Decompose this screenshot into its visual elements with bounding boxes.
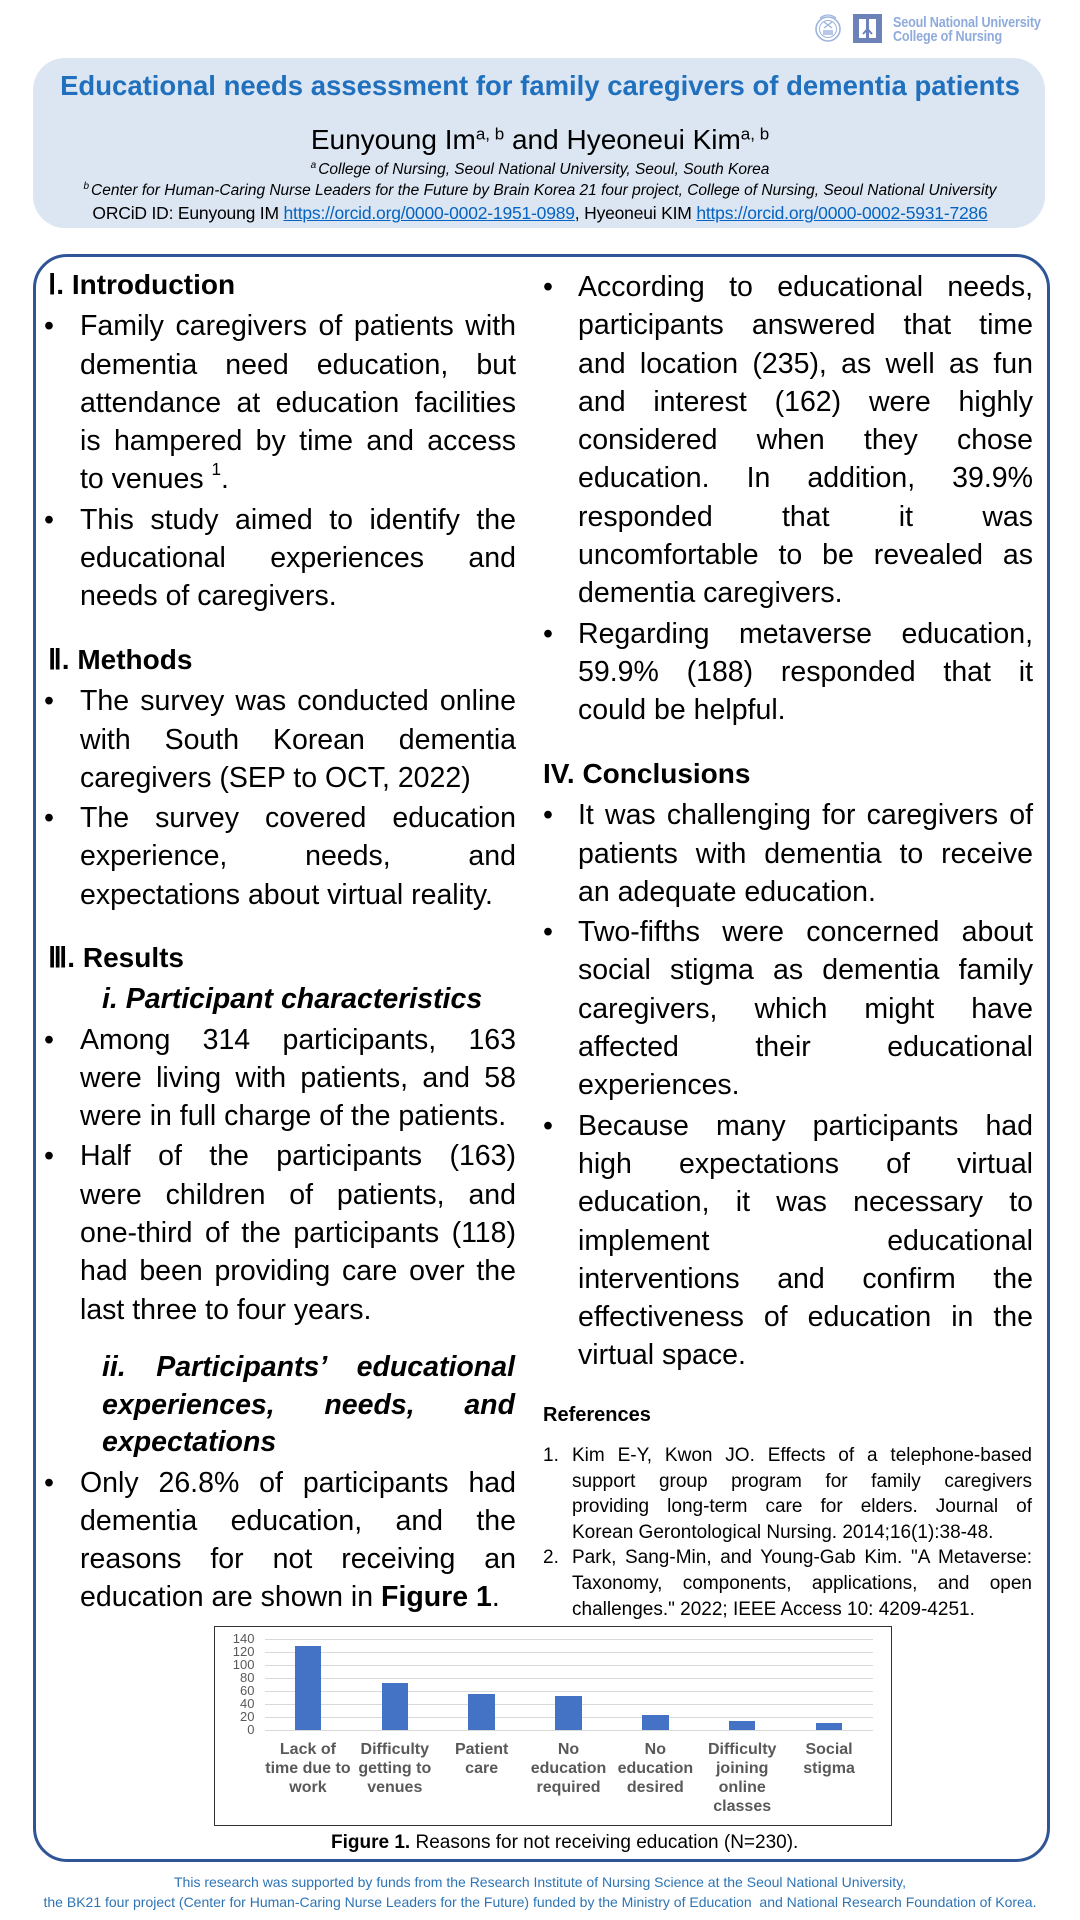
section-heading: Ⅰ. Introduction [48,269,236,300]
bullet-text [578,268,1033,613]
section-conclusions [543,755,1033,1375]
text-line: expectations [102,1426,277,1458]
text-line: one-third of the participants (118) [80,1217,516,1250]
orcid-author: Hyeoneui KIM [584,203,697,223]
text-line: interventions and confirm the [578,1262,1033,1295]
bullet-icon: • [543,1109,553,1142]
text-line: virtual space. [578,1339,746,1372]
bullet-icon: • [44,802,54,835]
x-axis-category-label: Difficulty getting to venues [358,1740,432,1796]
bullet-item [44,1464,516,1617]
text-line: high expectations of virtual [578,1147,1033,1180]
text-line: and interest (162) were highly [578,385,1033,418]
x-axis-category-label: Lack of time due to work [265,1740,351,1796]
chart-gridline [265,1665,873,1666]
text-line: Taxonomy, components, applications, and open [572,1572,1032,1594]
logo-college-name: College of Nursing [893,28,1002,45]
text-line: experience, needs, and [80,840,516,873]
y-axis-tick-label: 120 [232,1643,255,1659]
text-line: caregivers (SEP to OCT, 2022) [80,761,471,794]
figure-1-chart [214,1626,892,1826]
section-references [543,1402,1032,1622]
chart-plot-area [265,1639,873,1730]
poster-title: Educational needs assessment for family caregivers of dementia patients [60,70,1020,101]
text-line: were children of patients, and [80,1178,516,1211]
chart-bar [382,1683,409,1730]
subsection-educational-needs [44,1349,516,1617]
affiliation-b [0,181,1080,201]
bullet-item [543,796,1033,911]
bullet-text [80,1137,516,1328]
institution-logo [0,0,1080,56]
text-line: implement educational [578,1224,1033,1257]
bullet-icon: • [543,617,553,650]
bullet-item [44,799,516,914]
x-axis-category-label: Patient care [454,1740,509,1777]
y-axis-tick-label: 80 [240,1669,255,1685]
bullet-icon: • [543,799,553,832]
author-affiliation-mark: a, b [475,124,505,144]
bullet-item [44,307,516,498]
orcid-line [0,202,1080,224]
references-heading: References [543,1404,651,1426]
text-line: needs of caregivers. [80,580,337,613]
y-axis-tick-label: 100 [232,1656,255,1672]
text-line: Park, Sang-Min, and Young-Gab Kim. "A Metaverse: [572,1547,1032,1569]
y-axis-tick-label: 20 [240,1708,255,1724]
chart-bar [729,1721,756,1729]
author-list [0,123,1080,157]
bullet-text [80,307,516,498]
x-axis-category-label: Difficulty joining online classes [707,1740,777,1815]
bullet-text [578,1107,1033,1375]
bullet-text [80,501,516,616]
orcid-link[interactable]: https://orcid.org/0000-0002-1951-0989 [283,203,575,223]
bullet-item [44,682,516,797]
affiliation-mark: b [83,181,90,192]
bullet-icon: • [44,685,54,718]
text-line: experiences, needs, and [102,1388,515,1421]
y-axis-tick-label: 60 [240,1682,255,1698]
text-line: is hampered by time and access [80,425,516,458]
text-line: Because many participants had [578,1109,1033,1142]
reference-text [572,1443,1032,1545]
text-line: education are shown in Figure 1. [80,1581,500,1614]
text-line: Among 314 participants, 163 [80,1023,516,1056]
reference-number: 2. [543,1547,559,1569]
chart-gridline [265,1678,873,1679]
bullet-icon: • [44,1140,54,1173]
bullet-text [80,682,516,797]
text-line: considered when they chose [578,424,1033,457]
subsection-heading [102,1349,515,1462]
figure-caption-text: Reasons for not receiving education (N=230). [410,1832,799,1853]
author-name: Hyeoneui Kim [566,124,741,155]
text-line: ii. Participants’ educational [102,1351,515,1383]
figure-caption-label: Figure 1. [331,1832,411,1853]
bullet-item [543,913,1033,1104]
y-axis-tick-label: 0 [247,1721,255,1737]
text-line: last three to four years. [80,1293,372,1326]
text-line: with South Korean dementia [80,723,516,756]
text-line: Two-fifths were concerned about [578,916,1033,949]
chart-gridline [265,1691,873,1692]
reference-number: 1. [543,1445,559,1466]
text-line: Only 26.8% of participants had [80,1466,516,1499]
figure-caption [331,1831,798,1855]
chart-bar [468,1694,495,1730]
university-emblem-icon [815,12,841,45]
reference-item [543,1545,1032,1622]
affiliation-text: Center for Human-Caring Nurse Leaders for the Future by Brain Korea 21 four project, College of Nursing, Seoul National University [91,182,997,199]
text-line: providing long-term care for elders. Journal of [572,1496,1032,1518]
text-line: education. In addition, 39.9% [578,462,1033,495]
y-axis-tick-label: 140 [232,1630,255,1646]
text-line: challenges." 2022; IEEE Access 10: 4209-4251. [572,1598,975,1620]
bullet-icon: • [44,1466,54,1499]
subsection-heading: i. Participant characteristics [102,983,483,1016]
bullet-icon: • [44,1023,54,1056]
text-line: Half of the participants (163) [80,1140,516,1173]
section-results [44,939,516,1329]
x-axis-category-label: Social stigma [803,1740,855,1777]
text-line: Regarding metaverse education, [578,617,1033,650]
chart-gridline [265,1652,873,1653]
text-line: It was challenging for caregivers of [578,799,1033,832]
orcid-link[interactable]: https://orcid.org/0000-0002-5931-7286 [696,203,988,223]
bullet-item [44,1021,516,1136]
bullet-item [543,1107,1033,1375]
section-methods [44,641,516,914]
bullet-text [80,1464,516,1617]
text-line: were in full charge of the patients. [80,1100,507,1133]
text-line: social stigma as dementia family [578,954,1033,987]
logo-text [893,16,1041,44]
bullet-item [543,615,1033,730]
chart-bar [642,1715,669,1730]
text-line: Korean Gerontological Nursing. 2014;16(1):38-48. [572,1521,994,1543]
text-line: caregivers, which might have [578,992,1033,1025]
chart-gridline [265,1730,873,1731]
bullet-text [80,799,516,914]
text-line: effectiveness of education in the [578,1301,1033,1334]
text-line: According to educational needs, [578,271,1033,303]
text-line: uncomfortable to be revealed as [578,539,1033,572]
text-line: reasons for not receiving an [80,1543,516,1576]
text-line: to venues $^1$. [80,460,229,496]
text-line: an adequate education. [578,875,876,908]
bullet-text [578,796,1033,911]
bullet-item [543,268,1033,613]
text-line: affected their educational [578,1031,1033,1064]
section-heading: IV. Conclusions [543,758,751,789]
text-line: experiences. [578,1069,740,1102]
text-line: patients with dementia to receive [578,837,1033,870]
text-line: 59.9% (188) responded that it [578,655,1033,688]
text-line: were living with patients, and 58 [80,1061,516,1094]
affiliation-a [0,160,1080,180]
chart-bar [816,1723,843,1730]
chart-gridline [265,1639,873,1640]
text-line: could be helpful. [578,694,786,727]
text-line: responded that it was [578,500,1033,533]
bullet-item [44,1137,516,1328]
text-line: The survey covered education [80,802,516,835]
orcid-label: ORCiD ID: [92,203,178,223]
section-heading: Ⅱ. Methods [48,644,193,675]
text-line: and location (235), as well as fun [578,347,1033,380]
text-line: Family caregivers of patients with [80,310,516,343]
text-line: dementia caregivers. [578,577,843,610]
affiliation-mark: a [310,160,317,171]
bullet-text [578,913,1033,1104]
section-introduction [44,266,516,616]
footer-line: This research was supported by funds from the Research Institute of Nursing Science at the Seoul National University, [174,1874,906,1890]
text-line: expectations about virtual reality. [80,878,493,911]
author-name: Eunyoung Im [310,124,476,155]
text-line: had been providing care over the [80,1255,516,1288]
text-line: dementia need education, but [80,348,516,381]
bullet-icon: • [44,503,54,536]
bullet-item [44,501,516,616]
x-axis-category-label: No education required [530,1740,607,1796]
text-line: The survey was conducted online [80,685,516,718]
poster-header [33,58,1045,228]
chart-bar [555,1696,582,1729]
bullet-icon: • [543,916,553,949]
y-axis-tick-label: 40 [240,1695,255,1711]
text-line: participants answered that time [578,309,1033,342]
text-line: support group program for family caregivers [572,1470,1032,1492]
author-connector: and [504,124,567,155]
subsection-educational-needs-continued [543,268,1033,730]
funding-acknowledgement [0,1872,1080,1912]
text-line: education, it was necessary to [578,1186,1033,1219]
footer-line: the BK21 four project (Center for Human-Caring Nurse Leaders for the Future) funded by the Ministry of Education and National Research Foundation of Korea. [43,1894,1037,1910]
college-logo-icon [853,14,882,43]
bullet-icon: • [543,271,553,303]
orcid-separator: , [574,203,585,223]
reference-item [543,1443,1032,1545]
text-line: This study aimed to identify the [80,503,516,536]
text-line: dementia education, and the [80,1504,516,1537]
bullet-text [80,1021,516,1136]
section-heading: Ⅲ. Results [48,942,185,973]
text-line: attendance at education facilities [80,386,516,419]
text-line: Kim E-Y, Kwon JO. Effects of a telephone-based [572,1445,1032,1466]
bullet-text [578,615,1033,730]
poster-body [33,254,1050,1862]
bullet-icon: • [44,310,54,343]
text-line: educational experiences and [80,542,516,575]
x-axis-category-label: No education desired [617,1740,694,1796]
logo-university-name: Seoul National University [893,14,1041,31]
author-affiliation-mark: a, b [740,124,770,144]
reference-text [572,1545,1032,1622]
chart-bar [295,1646,322,1730]
affiliation-text: College of Nursing, Seoul National University, Seoul, South Korea [318,161,770,178]
orcid-author: Eunyoung IM [177,203,284,223]
